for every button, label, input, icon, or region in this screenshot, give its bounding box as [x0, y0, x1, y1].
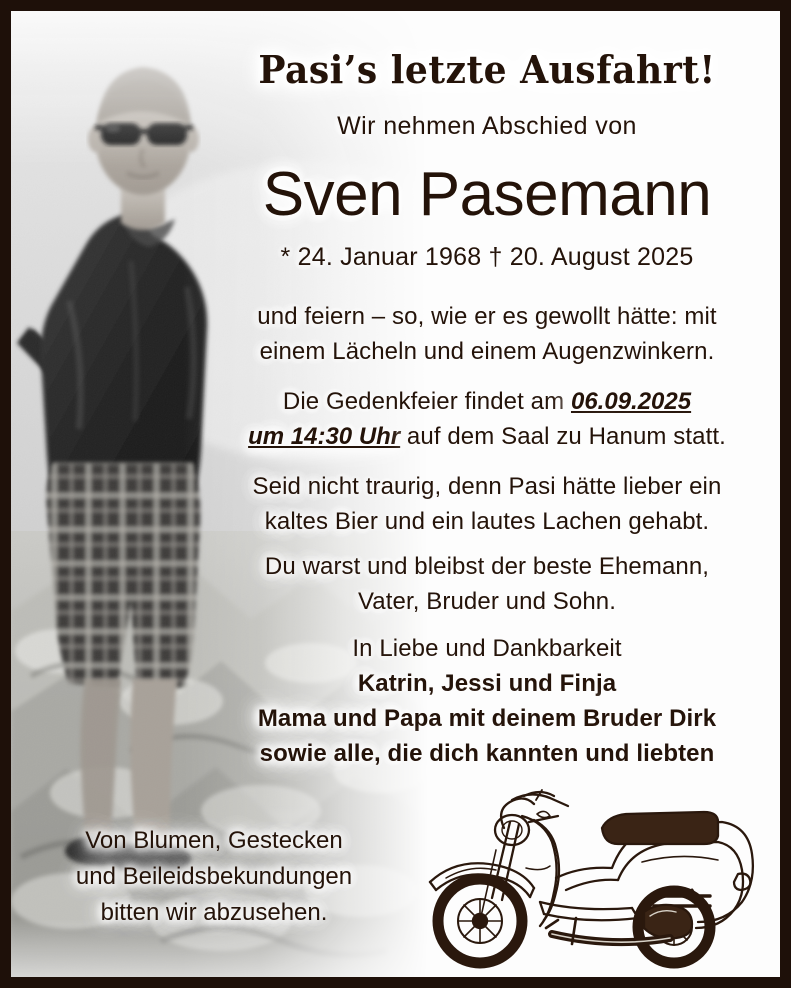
celebrate-line-1: und feiern – so, wie er es gewollt hätte: mit	[257, 303, 717, 330]
celebrate-line-2: einem Lächeln und einem Augenzwinkern.	[259, 338, 715, 365]
notice-title	[211, 47, 764, 92]
best-line-2: Vater, Bruder und Sohn.	[357, 588, 617, 615]
thanks-line-3: Mama und Papa mit deinem Bruder Dirk	[257, 705, 717, 732]
notice-title-text: Pasi’s letzte Ausfahrt!	[258, 47, 716, 92]
paragraph-thanks	[196, 631, 778, 771]
thanks-line-2: Katrin, Jessi und Finja	[357, 670, 617, 697]
nosad-line-2: kaltes Bier und ein lautes Lachen gehabt.	[264, 508, 710, 535]
flowers-line-2: und Beileidsbekundungen	[75, 863, 353, 890]
service-venue: auf dem Saal zu Hanum statt.	[400, 423, 726, 450]
service-prefix: Die Gedenkfeier findet am	[282, 388, 571, 415]
deceased-name: Sven Pasemann	[262, 160, 712, 229]
thanks-line-4: sowie alle, die dich kannten und liebten	[259, 740, 715, 767]
paragraph-service	[196, 384, 778, 454]
service-line-1	[196, 384, 778, 419]
best-line-1: Du warst und bleibst der beste Ehemann,	[264, 553, 710, 580]
nosad-line-1: Seid nicht traurig, denn Pasi hätte lieber ein	[252, 473, 722, 500]
service-date: 06.09.2025	[570, 388, 692, 415]
flowers-line-3: bitten wir abzusehen.	[100, 899, 328, 926]
notice-canvas	[11, 11, 780, 977]
paragraph-celebrate	[196, 299, 778, 369]
paragraph-flowers	[29, 823, 399, 931]
scooter-illustration	[406, 786, 766, 971]
life-dates: * 24. Januar 1968 † 20. August 2025	[280, 243, 694, 271]
service-time: um 14:30 Uhr	[248, 423, 401, 450]
flowers-line-1: Von Blumen, Gestecken	[85, 827, 343, 854]
service-line-2	[196, 419, 778, 454]
thanks-line-1: In Liebe und Dankbarkeit	[352, 635, 622, 662]
notice-subtitle: Wir nehmen Abschied von	[337, 112, 637, 140]
paragraph-best	[196, 549, 778, 619]
paragraph-no-sadness	[196, 469, 778, 539]
